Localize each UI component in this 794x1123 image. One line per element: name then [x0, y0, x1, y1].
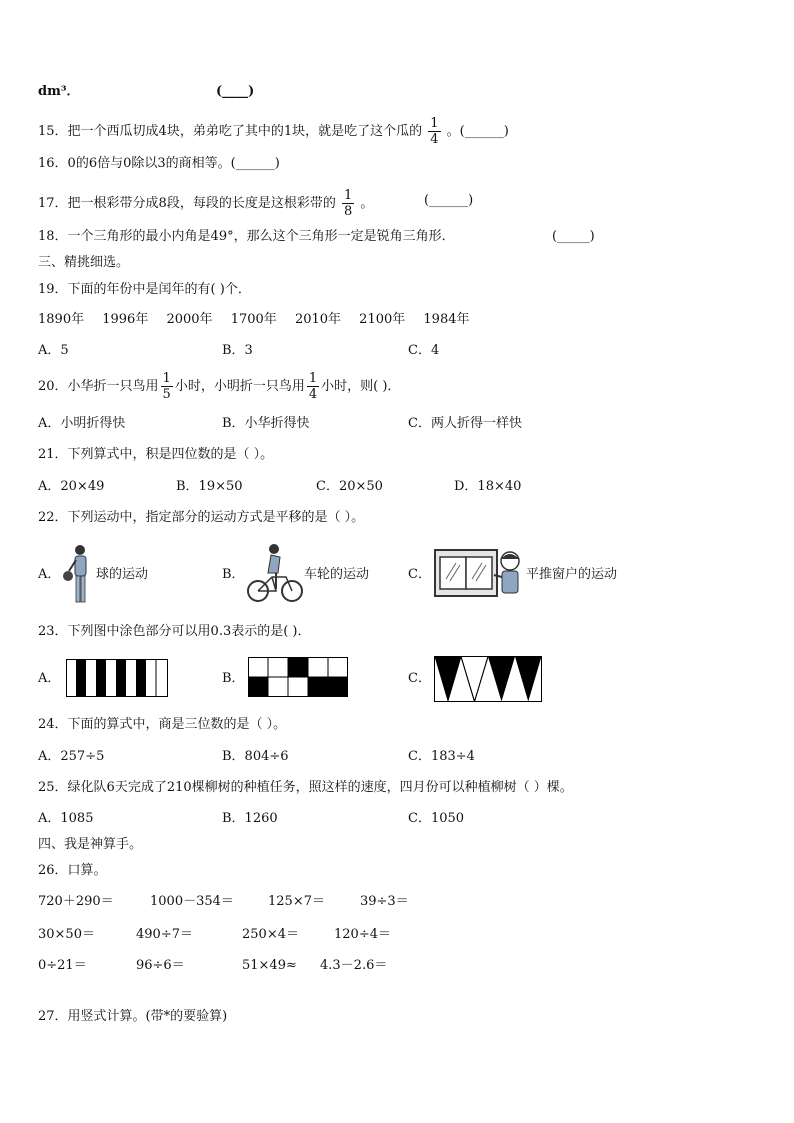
answer-blank[interactable]: (____): [216, 84, 255, 99]
question-27: 27．用竖式计算。(带*的要验算): [38, 1009, 228, 1024]
striped-bars-figure: [66, 659, 168, 697]
year-item: 2000年: [166, 312, 213, 327]
prev-question-text: dm³．: [38, 84, 80, 99]
option-b[interactable]: B．3: [222, 343, 253, 358]
calc-item[interactable]: 720＋290＝: [38, 894, 114, 909]
year-item: 1996年: [102, 312, 149, 327]
option-c-label[interactable]: C．: [408, 567, 431, 582]
boy-dribbling-ball-picture: [60, 543, 96, 605]
question-26: 26．口算。: [38, 863, 107, 878]
option-c-label[interactable]: C．: [408, 671, 431, 686]
calc-item[interactable]: 30×50＝: [38, 927, 95, 942]
calc-item[interactable]: 4.3－2.6＝: [320, 958, 388, 973]
option-b[interactable]: B．小华折得快: [222, 416, 310, 431]
option-c-text: 平推窗户的运动: [526, 567, 618, 582]
question-16: [38, 155, 280, 173]
fraction: $\frac{1}{8}$: [343, 188, 353, 219]
question-19: 19．下面的年份中是闰年的有( )个．: [38, 282, 251, 297]
question-16-text: 16．0的6倍与0除以3的商相等。(______): [38, 156, 280, 171]
option-b[interactable]: B．804÷6: [222, 749, 289, 764]
answer-blank[interactable]: 。(______): [446, 124, 509, 139]
question-17: 17．把一根彩带分成8段，每段的长度是这根彩带的 $\frac{1}{8}$ 。 (______): [38, 188, 474, 219]
answer-blank[interactable]: (_____): [552, 229, 595, 244]
year-item: 2010年: [294, 312, 342, 327]
triangles-figure: [434, 656, 542, 702]
option-c[interactable]: C．20×50: [316, 479, 383, 494]
fraction: $\frac{1}{5}$: [162, 371, 171, 402]
option-a[interactable]: A．1085: [38, 811, 94, 826]
year-item: 1984年: [423, 312, 470, 327]
option-b[interactable]: B．1260: [222, 811, 278, 826]
option-a[interactable]: A．小明折得快: [38, 416, 126, 431]
calc-item[interactable]: 120÷4＝: [334, 927, 391, 942]
answer-blank[interactable]: (______): [424, 193, 474, 208]
option-a-text: 球的运动: [96, 567, 149, 582]
question-15-text: 15．把一个西瓜切成4块，弟弟吃了其中的1块，就是吃了这个瓜的: [38, 124, 423, 139]
checkered-grid-figure: [248, 657, 348, 697]
question-18: [38, 228, 595, 246]
fraction: $\frac{1}{4}$: [308, 371, 318, 402]
boy-pushing-window-picture: [434, 549, 524, 601]
year-item: 2100年: [359, 312, 406, 327]
option-c[interactable]: C．183÷4: [408, 749, 475, 764]
question-15: [38, 116, 509, 147]
year-list: [38, 311, 484, 329]
question-18-text: 18．一个三角形的最小内角是49°，那么这个三角形一定是锐角三角形．: [38, 229, 455, 244]
option-c[interactable]: C．两人折得一样快: [408, 416, 522, 431]
section-title: 三、精挑细选。: [38, 255, 130, 270]
prev-question-tail: [38, 83, 255, 101]
option-a[interactable]: A．20×49: [38, 479, 105, 494]
question-22: 22．下列运动中，指定部分的运动方式是平移的是（ ）。: [38, 510, 365, 525]
calc-item[interactable]: 490÷7＝: [136, 927, 193, 942]
option-b[interactable]: B．19×50: [176, 479, 243, 494]
calc-item[interactable]: 125×7＝: [268, 894, 325, 909]
option-b-label[interactable]: B．: [222, 671, 245, 686]
fraction: $\frac{1}{4}$: [430, 116, 439, 147]
option-a-label[interactable]: A．: [38, 567, 61, 582]
option-b-label[interactable]: B．: [222, 567, 245, 582]
year-item: 1700年: [230, 312, 277, 327]
option-a[interactable]: A．257÷5: [38, 749, 105, 764]
option-a[interactable]: A．5: [38, 343, 69, 358]
question-21: 21．下列算式中，积是四位数的是（ ）。: [38, 447, 274, 462]
calc-item[interactable]: 51×49≈: [242, 958, 297, 973]
option-c[interactable]: C．4: [408, 343, 440, 358]
year-item: 1890年: [38, 312, 85, 327]
boy-riding-bicycle-picture: [246, 543, 304, 605]
option-b-text: 车轮的运动: [304, 567, 370, 582]
question-23: 23．下列图中涂色部分可以用0.3表示的是( )．: [38, 624, 311, 639]
question-25: 25．绿化队6天完成了210棵柳树的种植任务，照这样的速度，四月份可以种植柳树（ ）棵。: [38, 780, 573, 795]
question-17-text: 17．把一根彩带分成8段，每段的长度是这根彩带的: [38, 196, 336, 211]
question-20: 20．小华折一只鸟用 $\frac{1}{5}$ 小时，小明折一只鸟用 $\frac{1}{4}$ 小时，则( )．: [38, 371, 401, 402]
calc-item[interactable]: 1000－354＝: [150, 894, 234, 909]
question-24: 24．下面的算式中，商是三位数的是（ ）。: [38, 717, 287, 732]
calc-item[interactable]: 39÷3＝: [360, 894, 409, 909]
section-title: 四、我是神算手。: [38, 837, 143, 852]
option-a-label[interactable]: A．: [38, 671, 61, 686]
option-c[interactable]: C．1050: [408, 811, 465, 826]
calc-item[interactable]: 250×4＝: [242, 927, 299, 942]
calc-item[interactable]: 0÷21＝: [38, 958, 87, 973]
option-d[interactable]: D．18×40: [454, 479, 522, 494]
calc-item[interactable]: 96÷6＝: [136, 958, 185, 973]
